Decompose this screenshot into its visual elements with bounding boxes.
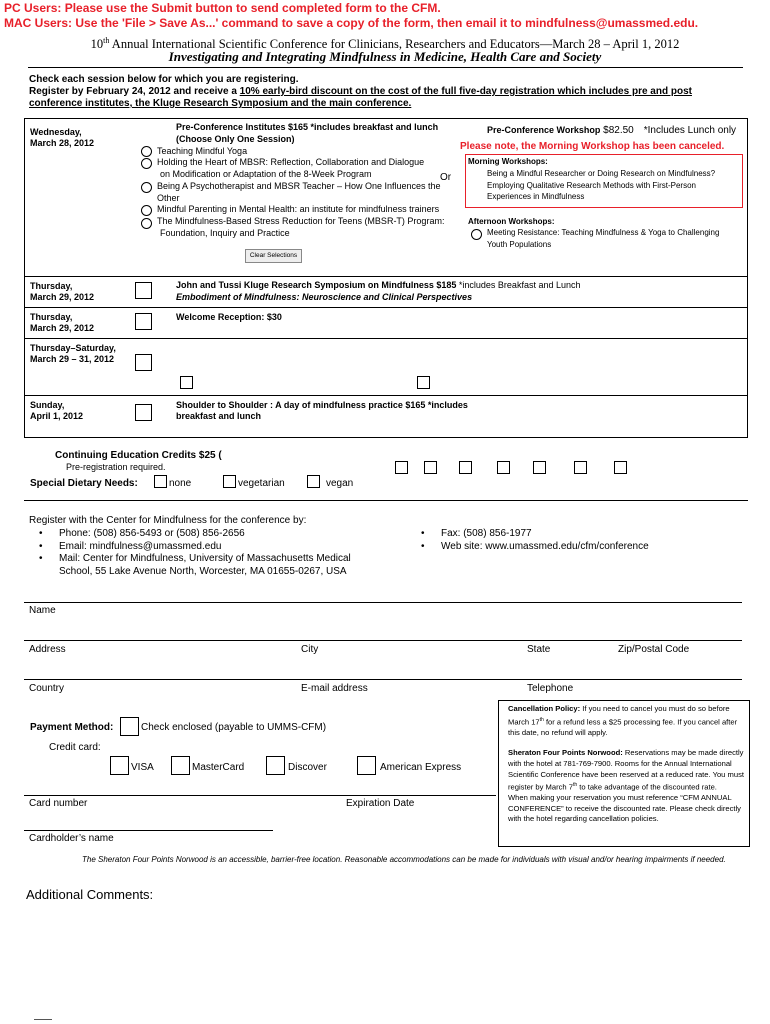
kluge-symposium-subtitle: Embodiment of Mindfulness: Neuroscience and Clinical Perspectives: [176, 292, 473, 302]
card-number-label: Card number: [29, 798, 88, 809]
email-field-label: E-mail address: [301, 683, 368, 694]
check-enclosed-checkbox[interactable]: [120, 717, 139, 736]
main-conference-option-checkbox[interactable]: [417, 376, 430, 389]
morning-workshops-title: Morning Workshops:: [468, 157, 548, 166]
sunday-date: Sunday, April 1, 2012: [30, 400, 84, 421]
check-enclosed-label: Check enclosed (payable to UMMS-CFM): [141, 722, 327, 733]
expiration-date-label: Expiration Date: [346, 798, 415, 809]
address-field-label: Address: [29, 644, 66, 655]
main-conference-date: Thursday–Saturday, March 29 – 31, 2012: [30, 343, 116, 364]
pc-notice: PC Users: Please use the Submit button to send completed form to the CFM.: [4, 1, 441, 15]
thursday-kluge-date: Thursday, March 29, 2012: [30, 281, 95, 302]
dietary-none-label: none: [169, 478, 192, 489]
address-field[interactable]: [24, 640, 742, 641]
country-field-label: Country: [29, 683, 65, 694]
discover-checkbox[interactable]: [266, 756, 285, 775]
shoulder-to-shoulder-checkbox[interactable]: [135, 404, 152, 421]
mastercard-label: MasterCard: [192, 762, 245, 773]
option-label: on Modification or Adaptation of the 8-Week Program: [160, 169, 372, 179]
ce-checkbox[interactable]: [395, 461, 408, 474]
card-number-field[interactable]: [24, 795, 496, 796]
register-mail: • Mail: Center for Mindfulness, University of Massachusetts Medical School, 55 Lake Avenue North, Worcester, MA 01655-0267, USA: [29, 553, 409, 578]
option-label: Foundation, Inquiry and Practice: [160, 228, 290, 238]
cardholder-name-label: Cardholder’s name: [29, 833, 114, 844]
pre-conference-choose: (Choose Only One Session): [176, 134, 295, 144]
main-conference-option-checkbox[interactable]: [180, 376, 193, 389]
visa-checkbox[interactable]: [110, 756, 129, 775]
ce-checkbox[interactable]: [424, 461, 437, 474]
afternoon-workshop-item: Youth Populations: [487, 240, 552, 249]
conference-subtitle: Investigating and Integrating Mindfulness in Medicine, Health Care and Society: [168, 49, 602, 64]
welcome-reception-checkbox[interactable]: [135, 313, 152, 330]
mastercard-checkbox[interactable]: [171, 756, 190, 775]
pre-conference-workshop-title: Pre-Conference Workshop $82.50 *Includes Lunch only: [487, 125, 737, 136]
pre-conference-title: Pre-Conference Institutes $165 *includes breakfast and lunch: [176, 122, 439, 132]
ce-checkbox[interactable]: [497, 461, 510, 474]
mac-notice: MAC Users: Use the 'File > Save As...' command to save a copy of the form, then email it to mindfulness@umassmed.edu.: [4, 16, 699, 30]
register-web: • Web site: www.umassmed.edu/cfm/conference: [411, 541, 731, 554]
afternoon-workshop-item: Meeting Resistance: Teaching Mindfulness & Yoga to Challenging: [487, 228, 720, 237]
additional-comments-field[interactable]: [24, 895, 744, 1005]
dietary-none-checkbox[interactable]: [154, 475, 167, 488]
cardholder-name-field[interactable]: [24, 830, 273, 831]
radio-mindful-parenting[interactable]: [141, 205, 152, 216]
telephone-field-label: Telephone: [527, 683, 574, 694]
welcome-reception-title: Welcome Reception: $30: [176, 312, 282, 322]
policy-text: Cancellation Policy: If you need to cancel you must do so before March 17th for a refund less a $25 processing fee. If you cancel after this date, no refund will apply. Sheraton Four Points Norwood: Reservations may be made directly with the hotel at 781-769-7900. Rooms for the Annual International Scientific Conference have been reserved at a reduced rate. You must register by March 7th to take advantage of the discounted rate. When making your reservation you must reference “CFM ANNUAL CONFERENCE” to receive the discounted rate. Please check directly with the hotel regarding cancellation policies.: [508, 704, 744, 824]
register-fax: • Fax: (508) 856-1977: [411, 528, 731, 541]
option-label: Other: [157, 193, 180, 203]
morning-workshop-item: Employing Qualitative Research Methods with First-Person: [487, 181, 696, 190]
shoulder-to-shoulder-title: Shoulder to Shoulder : A day of mindfulness practice $165 *includes breakfast and lunch: [176, 400, 468, 421]
zip-field-label: Zip/Postal Code: [618, 644, 690, 655]
radio-meeting-resistance[interactable]: [471, 229, 482, 240]
american-express-checkbox[interactable]: [357, 756, 376, 775]
dietary-label: Special Dietary Needs:: [30, 478, 138, 489]
intro-text: Check each session below for which you are registering. Register by February 24, 2012 and receive a 10% early-bird discount on the cost of the full five-day registration which includes pre and post conference institutes, the Kluge Research Symposium and the main conference.: [29, 74, 692, 109]
american-express-label: American Express: [380, 762, 462, 773]
conference-title: 10th Annual International Scientific Conference for Clinicians, Researchers and Educators—March 28 – April 1, 2012: [90, 36, 680, 52]
name-field-label: Name: [29, 605, 56, 616]
ce-credits-title: Continuing Education Credits $25 (: [55, 450, 222, 461]
dietary-vegetarian-label: vegetarian: [238, 478, 285, 489]
header-divider: [28, 67, 743, 68]
main-conference-checkbox[interactable]: [135, 354, 152, 371]
ce-credits-note: Pre-registration required.: [66, 462, 166, 472]
register-intro: Register with the Center for Mindfulness for the conference by:: [29, 515, 307, 526]
ce-checkbox[interactable]: [533, 461, 546, 474]
kluge-symposium-checkbox[interactable]: [135, 282, 152, 299]
or-label: Or: [440, 172, 452, 183]
state-field-label: State: [527, 644, 551, 655]
accessibility-note: The Sheraton Four Points Norwood is an accessible, barrier-free location. Reasonable accommodations can be made for individuals with visual and/or hearing impairments if needed.: [82, 855, 726, 864]
thursday-reception-date: Thursday, March 29, 2012: [30, 312, 95, 333]
option-label: Being A Psychotherapist and MBSR Teacher – How One Influences the: [157, 181, 441, 191]
morning-workshop-item: Being a Mindful Researcher or Doing Research on Mindfulness?: [487, 169, 716, 178]
wednesday-date: Wednesday, March 28, 2012: [30, 127, 95, 148]
register-contact-list: [29, 528, 409, 578]
register-web-list: [411, 528, 731, 553]
register-phone: • Phone: (508) 856-5493 or (508) 856-2656: [29, 528, 409, 541]
radio-teaching-yoga[interactable]: [141, 146, 152, 157]
afternoon-workshops-title: Afternoon Workshops:: [468, 217, 555, 226]
visa-label: VISA: [131, 762, 154, 773]
dietary-vegan-label: vegan: [326, 478, 354, 489]
discover-label: Discover: [288, 762, 327, 773]
dietary-vegan-checkbox[interactable]: [307, 475, 320, 488]
ce-checkbox[interactable]: [614, 461, 627, 474]
option-label: Mindful Parenting in Mental Health: an institute for mindfulness trainers: [157, 204, 440, 214]
radio-mbsr-teens[interactable]: [141, 218, 152, 229]
city-field-label: City: [301, 644, 319, 655]
option-label: Holding the Heart of MBSR: Reflection, Collaboration and Dialogue: [157, 157, 425, 167]
morning-canceled-notice: Please note, the Morning Workshop has been canceled.: [460, 141, 725, 152]
register-email: • Email: mindfulness@umassmed.edu: [29, 541, 409, 554]
kluge-symposium-title: John and Tussi Kluge Research Symposium on Mindfulness $185 *includes Breakfast and Lunch: [176, 280, 581, 290]
dietary-vegetarian-checkbox[interactable]: [223, 475, 236, 488]
radio-holding-heart[interactable]: [141, 158, 152, 169]
country-field[interactable]: [24, 679, 742, 680]
ce-checkbox[interactable]: [459, 461, 472, 474]
option-label: The Mindfulness-Based Stress Reduction for Teens (MBSR-T) Program:: [157, 216, 445, 226]
credit-card-label: Credit card:: [49, 742, 101, 753]
radio-psychotherapist[interactable]: [141, 182, 152, 193]
ce-checkbox[interactable]: [574, 461, 587, 474]
clear-selections-button[interactable]: Clear Selections: [245, 249, 302, 263]
payment-method-label: Payment Method:: [30, 722, 114, 733]
morning-workshop-item: Experiences in Mindfulness: [487, 192, 585, 201]
additional-comments-label: Additional Comments:: [26, 887, 154, 902]
footer-mark: [34, 1019, 52, 1020]
option-label: Teaching Mindful Yoga: [157, 146, 248, 156]
